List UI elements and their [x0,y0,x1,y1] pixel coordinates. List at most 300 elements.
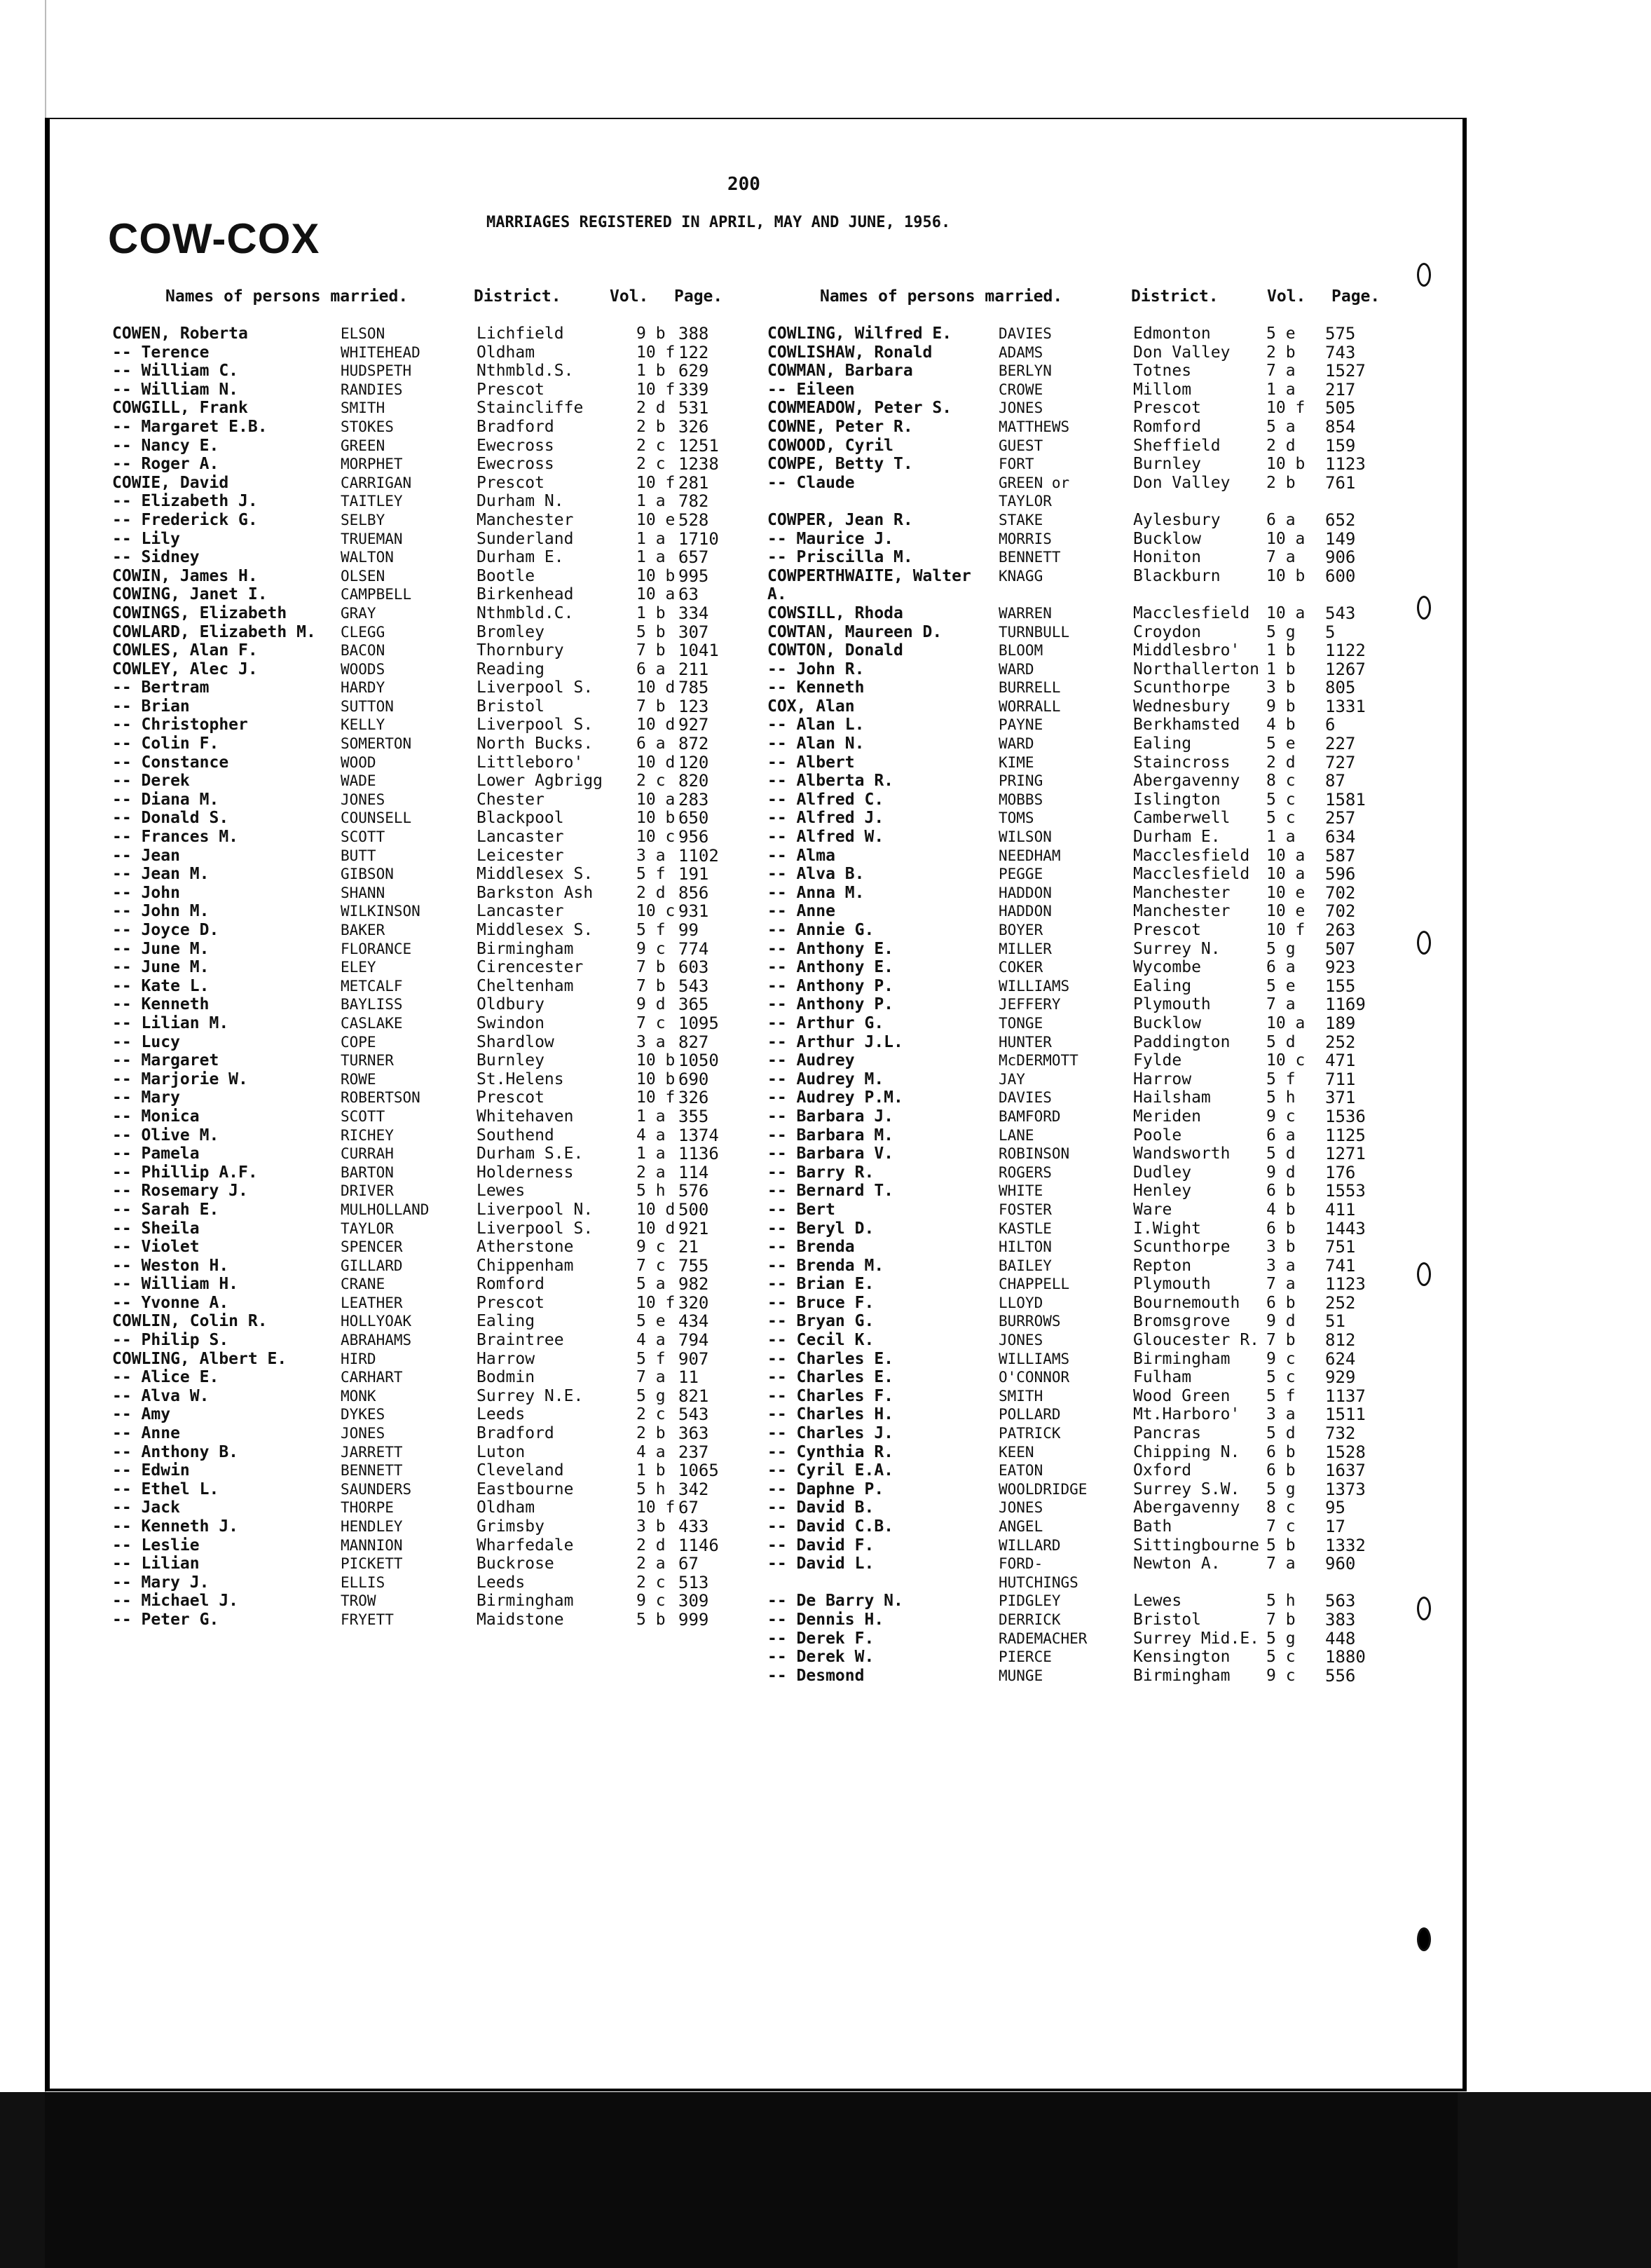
entry-page: 1880 [1325,1647,1366,1667]
entry-name: -- Bryan G. [767,1312,875,1331]
entry-vol: 1 b [1266,660,1296,678]
entry-spouse: GREEN or [999,474,1070,491]
entry-vol: 10 a [636,790,676,809]
entry-district: Birmingham [1133,1666,1231,1685]
entry-district: Sheffield [1133,436,1221,455]
entry-name: COWSILL, Rhoda [767,603,903,622]
entry-spouse: LLOYD [999,1294,1043,1311]
entry-name: -- William C. [112,362,239,381]
entry-district: Camberwell [1133,809,1231,828]
entry-vol: 5 f [636,1349,666,1368]
entry-page: 782 [678,491,709,512]
entry-spouse: TAYLOR [999,493,1052,510]
entry-spouse: WARREN [999,604,1052,622]
entry-spouse: CASLAKE [341,1014,403,1032]
entry-row [767,325,1384,343]
entry-district: Eastbourne [477,1480,574,1498]
entry-vol: 10 e [636,510,676,529]
entry-row [767,1033,1384,1052]
entry-vol: 6 a [636,735,666,753]
entry-page: 1710 [678,528,719,549]
entry-vol: 2 b [1266,473,1296,492]
entry-name: -- Beryl D. [767,1219,875,1238]
entry-page: 334 [678,603,709,623]
entry-page: 1331 [1325,696,1366,716]
entry-page: 281 [678,472,709,493]
entry-row [767,492,1384,511]
entry-vol: 2 c [636,1405,666,1424]
entry-vol: 6 a [1266,1126,1296,1145]
entry-row [767,343,1384,362]
entry-vol: 5 e [1266,976,1296,995]
entry-spouse: MULHOLLAND [341,1201,430,1218]
entry-district: Durham E. [1133,828,1221,847]
entry-row [767,511,1384,530]
entry-vol: 10 a [1266,865,1306,884]
entry-spouse: BURROWS [999,1313,1061,1330]
entry-page: 252 [1325,1292,1356,1313]
entry-vol: 7 b [636,958,666,977]
entry-name: COWLARD, Elizabeth M. [112,622,316,641]
entry-page: 785 [678,678,709,698]
entry-district: Chippenham [477,1256,574,1275]
entry-district: Littleboro' [477,753,584,772]
entry-name: -- Jack [112,1498,180,1517]
entry-page: 543 [1325,603,1356,623]
entry-vol: 10 f [636,473,676,492]
entry-vol: 1 a [1266,828,1296,847]
entry-spouse: PIERCE [999,1648,1052,1666]
entry-vol: 7 a [1266,1275,1296,1294]
entry-row [767,1238,1384,1257]
entry-name: -- Lucy [112,1032,180,1051]
entry-name: -- Derek W. [767,1648,875,1667]
entry-spouse: HUDSPETH [341,362,412,380]
entry-row [112,381,729,399]
entry-row [112,1294,729,1313]
entry-spouse: PICKETT [341,1555,403,1573]
entry-district: Hailsham [1133,1088,1211,1107]
entry-row [767,530,1384,549]
entry-spouse: MONK [341,1387,376,1405]
entry-name: -- Kenneth J. [112,1517,239,1536]
entry-spouse: HOLLYOAK [341,1313,412,1330]
entry-vol: 5 b [636,1610,666,1629]
entry-spouse: JAY [999,1070,1025,1088]
entry-spouse: WADE [341,772,376,790]
entry-spouse: PIDGLEY [999,1592,1061,1610]
entry-spouse: PAYNE [999,716,1043,734]
entry-vol: 2 d [636,399,666,418]
right-header-district: District. [1131,287,1219,306]
right-column-entries [767,325,1384,1685]
entry-row [112,1498,729,1517]
entry-district: Wood Green [1133,1386,1231,1405]
entry-row [767,1368,1384,1387]
entry-district: Macclesfield [1133,846,1250,865]
entry-district: Durham E. [477,548,564,567]
entry-district: Chester [477,790,544,809]
entry-page: 1041 [678,641,719,661]
entry-vol: 6 b [1266,1219,1296,1238]
entry-page: 995 [678,566,709,586]
entry-page: 821 [678,1386,709,1406]
entry-name: COWMAN, Barbara [767,362,913,381]
entry-district: Manchester [477,510,574,529]
entry-spouse: TURNER [341,1052,394,1070]
entry-vol: 5 h [636,1182,666,1201]
entry-name: -- Lilian [112,1555,200,1573]
entry-name: -- Barbara V. [767,1145,894,1163]
entry-row [767,772,1384,791]
entry-vol: 10 a [1266,603,1306,622]
entry-district: Abergavenny [1133,1498,1240,1517]
entry-name: -- Violet [112,1238,200,1257]
entry-spouse: BERLYN [999,362,1052,380]
entry-row [767,1201,1384,1220]
entry-row [112,1405,729,1424]
entry-page: 923 [1325,957,1356,978]
entry-page: 1102 [678,845,719,866]
entry-row [767,865,1384,884]
entry-page: 326 [678,1088,709,1108]
entry-vol: 5 f [1266,1386,1296,1405]
entry-district: Swindon [477,1013,544,1032]
entry-page: 1238 [678,454,719,474]
entry-row [767,1573,1384,1592]
entry-row [112,921,729,940]
entry-name: -- June M. [112,939,210,958]
entry-vol: 5 g [1266,622,1296,641]
entry-row [767,678,1384,697]
entry-spouse: OLSEN [341,567,385,585]
entry-vol: 9 d [636,995,666,1014]
entry-spouse: SAUNDERS [341,1480,412,1498]
entry-page: 159 [1325,435,1356,456]
entry-vol: 3 b [636,1517,666,1536]
entry-district: Ealing [477,1312,535,1331]
entry-spouse: BOYER [999,922,1043,938]
entry-row [767,1294,1384,1313]
entry-page: 388 [678,324,709,343]
entry-row [767,1480,1384,1499]
entry-spouse: CAMPBELL [341,586,412,603]
entry-district: Sunderland [477,529,574,548]
entry-name: -- Margaret [112,1051,219,1070]
entry-name: COWLIN, Colin R. [112,1312,268,1331]
entry-name: -- Sarah E. [112,1200,219,1219]
entry-vol: 7 b [1266,1331,1296,1350]
entry-row [112,1536,729,1555]
scan-right-margin [1458,0,1651,2268]
entry-spouse: HENDLEY [341,1518,403,1535]
entry-page: 702 [1325,901,1356,922]
entry-row [767,828,1384,847]
entry-vol: 7 a [1266,548,1296,567]
entry-row [767,1051,1384,1070]
entry-name: -- Bertram [112,678,210,697]
entry-vol: 8 c [1266,1498,1296,1517]
entry-district: Lower Agbrigg [477,772,603,791]
entry-vol: 5 h [1266,1088,1296,1107]
entry-vol: 5 a [636,1275,666,1294]
entry-page: 761 [1325,472,1356,493]
entry-name: COWMEADOW, Peter S. [767,399,952,418]
entry-name: -- Alva B. [767,865,865,884]
entry-spouse: BURRELL [999,679,1061,697]
entry-page: 339 [678,379,709,399]
entry-vol: 5 c [1266,790,1296,809]
entry-vol: 10 b [636,809,676,828]
entry-page: 587 [1325,845,1356,866]
entry-name: -- Mary [112,1088,180,1107]
entry-district: Durham S.E. [477,1145,584,1163]
entry-page: 634 [1325,827,1356,847]
entry-district: Ewecross [477,455,554,474]
entry-row [767,1350,1384,1369]
entry-page: 114 [678,1162,709,1182]
entry-name: -- Charles E. [767,1368,894,1387]
entry-district: Oldbury [477,995,544,1014]
entry-page: 191 [678,864,709,884]
entry-district: Prescot [1133,399,1201,418]
entry-spouse: HILTON [999,1238,1052,1256]
entry-spouse: LANE [999,1126,1034,1144]
entry-name: -- Audrey P.M. [767,1088,903,1107]
entry-page: 794 [678,1330,709,1351]
entry-page: 827 [678,1032,709,1052]
entry-page: 51 [1325,1311,1345,1332]
entry-district: Lancaster [477,902,564,921]
entry-spouse: CURRAH [341,1145,394,1163]
entry-name: -- David F. [767,1536,875,1555]
entry-vol: 4 a [636,1331,666,1350]
entry-name: -- Anthony E. [767,939,894,958]
entry-spouse: TAITLEY [341,493,403,510]
entry-spouse: WILLIAMS [999,977,1070,995]
entry-vol: 9 c [1266,1666,1296,1685]
entry-vol: 10 d [636,716,676,735]
entry-row [767,623,1384,642]
entry-vol: 3 a [1266,1405,1296,1424]
entry-vol: 10 b [636,1051,676,1070]
entry-district: Prescot [477,473,544,492]
left-header-names: Names of persons married. [165,287,409,306]
entry-spouse: SOMERTON [341,735,412,753]
entry-page: 1123 [1325,1274,1366,1294]
entry-page: 211 [678,659,709,679]
entry-row [112,1033,729,1052]
entry-spouse: DAVIES [999,1089,1052,1107]
entry-row [767,995,1384,1014]
entry-district: Nthmbld.S. [477,362,574,381]
entry-name: -- Leslie [112,1536,200,1555]
entry-district: Oxford [1133,1461,1192,1480]
entry-page: 603 [678,957,709,978]
entry-spouse: SELBY [341,511,385,528]
entry-page: 326 [678,416,709,437]
entry-page: 531 [678,398,709,418]
entry-district: Surrey N. [1133,939,1221,958]
entry-page: 363 [678,1423,709,1444]
entry-district: Dudley [1133,1163,1192,1182]
entry-name: -- Mary J. [112,1573,210,1592]
entry-vol: 10 f [636,343,676,362]
entry-row [767,902,1384,921]
entry-district: Middlesbro' [1133,641,1240,660]
entry-spouse: GUEST [999,437,1043,454]
entry-row [767,418,1384,437]
entry-spouse: ELEY [341,959,376,976]
entry-spouse: JONES [341,1425,385,1442]
entry-row [112,1257,729,1276]
entry-name: -- Brenda M. [767,1256,884,1275]
entry-spouse: MORPHET [341,456,403,473]
entry-name: -- Jean M. [112,865,210,884]
entry-vol: 4 b [1266,716,1296,735]
entry-vol: 5 g [1266,1480,1296,1498]
entry-row [112,1220,729,1238]
entry-row [767,1405,1384,1424]
entry-name: -- Bert [767,1200,835,1219]
entry-name: -- Margaret E.B. [112,417,268,436]
entry-spouse: WOOLDRIDGE [999,1480,1088,1498]
entry-name: -- Marjorie W. [112,1070,248,1088]
entry-row [112,958,729,977]
entry-row [767,474,1384,493]
entry-vol: 2 c [636,436,666,455]
entry-spouse: ROWE [341,1070,376,1088]
entry-vol: 3 a [636,1032,666,1051]
entry-name: -- Cynthia R. [767,1442,894,1461]
entry-spouse: COUNSELL [341,809,412,827]
entry-vol: 1 b [1266,641,1296,660]
entry-page: 755 [678,1255,709,1276]
entry-district: Staincliffe [477,399,584,418]
entry-vol: 5 d [1266,1145,1296,1163]
entry-page: 1374 [678,1125,719,1145]
entry-row [767,604,1384,623]
entry-spouse: BAYLISS [341,996,403,1013]
entry-page: 960 [1325,1554,1356,1574]
entry-name: COWPER, Jean R. [767,510,913,529]
entry-page: 999 [678,1609,709,1630]
entry-spouse: BLOOM [999,642,1043,660]
entry-district: Ware [1133,1200,1172,1219]
entry-name: -- Michael J. [112,1592,239,1611]
entry-name: COWIN, James H. [112,566,258,585]
entry-spouse: KASTLE [999,1220,1052,1237]
entry-name: -- Colin F. [112,735,219,753]
entry-spouse: BARTON [341,1163,394,1181]
entry-name: -- Bruce F. [767,1293,875,1312]
entry-spouse: TONGE [999,1014,1043,1032]
entry-district: Berkhamsted [1133,716,1240,735]
entry-page: 805 [1325,678,1356,698]
entry-spouse: FORD- [999,1555,1043,1573]
entry-vol: 10 a [1266,846,1306,865]
entry-name: -- Anne [112,1424,180,1443]
entry-spouse: PRING [999,772,1043,790]
entry-vol: 2 a [636,1555,666,1573]
entry-vol: 6 b [1266,1182,1296,1201]
entry-district: Newton A. [1133,1555,1221,1573]
entry-district: Prescot [477,1293,544,1312]
entry-row [112,530,729,549]
entry-vol: 9 d [1266,1312,1296,1331]
entry-page: 1122 [1325,641,1366,661]
entry-spouse: WORRALL [999,697,1061,715]
entry-row [112,1555,729,1573]
entry-district: Kensington [1133,1648,1231,1667]
entry-district: Reading [477,660,544,678]
entry-vol: 1 a [636,529,666,548]
entry-vol: 7 c [636,1256,666,1275]
entry-page: 727 [1325,752,1356,772]
entry-spouse: WARD [999,735,1034,753]
entry-spouse: ELSON [341,325,385,342]
entry-vol: 5 c [1266,1648,1296,1667]
entry-row [767,1387,1384,1406]
entry-spouse: CLEGG [341,623,385,641]
entry-spouse: MILLER [999,940,1052,957]
entry-row [767,1070,1384,1089]
entry-spouse: EATON [999,1462,1043,1480]
entry-spouse: STOKES [341,418,394,435]
entry-district: Ewecross [477,436,554,455]
entry-spouse: COKER [999,959,1043,976]
entry-row [112,1238,729,1257]
entry-spouse: BAKER [341,922,385,938]
entry-name: -- Edwin [112,1461,190,1480]
entry-spouse: TROW [341,1592,376,1610]
entry-vol: 5 e [636,1312,666,1331]
entry-page: 556 [1325,1665,1356,1686]
entry-district: Manchester [1133,883,1231,902]
entry-district: Edmonton [1133,325,1211,343]
entry-district: Surrey Mid.E. [1133,1629,1260,1648]
right-header-page: Page. [1331,287,1381,306]
entry-name: COWLEY, Alec J. [112,660,258,678]
entry-name: -- Priscilla M. [767,548,913,567]
entry-name: -- Audrey M. [767,1070,884,1088]
entry-page: 563 [1325,1591,1356,1611]
entry-district: Cirencester [477,958,584,977]
entry-row [112,362,729,381]
entry-row [767,1126,1384,1145]
entry-page: 1136 [678,1144,719,1164]
entry-row [112,455,729,474]
entry-row [767,791,1384,809]
entry-page: 872 [678,734,709,754]
entry-page: 237 [678,1442,709,1462]
entry-vol: 10 c [636,902,676,921]
entry-row [767,1331,1384,1350]
entry-district: Meriden [1133,1107,1201,1126]
entry-district: Harrow [477,1349,535,1368]
entry-district: Liverpool S. [477,1219,594,1238]
entry-vol: 2 d [1266,753,1296,772]
entry-spouse: SCOTT [341,1107,385,1125]
entry-page: 624 [1325,1348,1356,1369]
entry-page: 411 [1325,1199,1356,1220]
entry-page: 1271 [1325,1144,1366,1164]
entry-row [112,1331,729,1350]
entry-spouse: ABRAHAMS [341,1332,412,1349]
entry-spouse: SCOTT [341,828,385,846]
entry-row [112,1461,729,1480]
entry-district: Barkston Ash [477,883,594,902]
